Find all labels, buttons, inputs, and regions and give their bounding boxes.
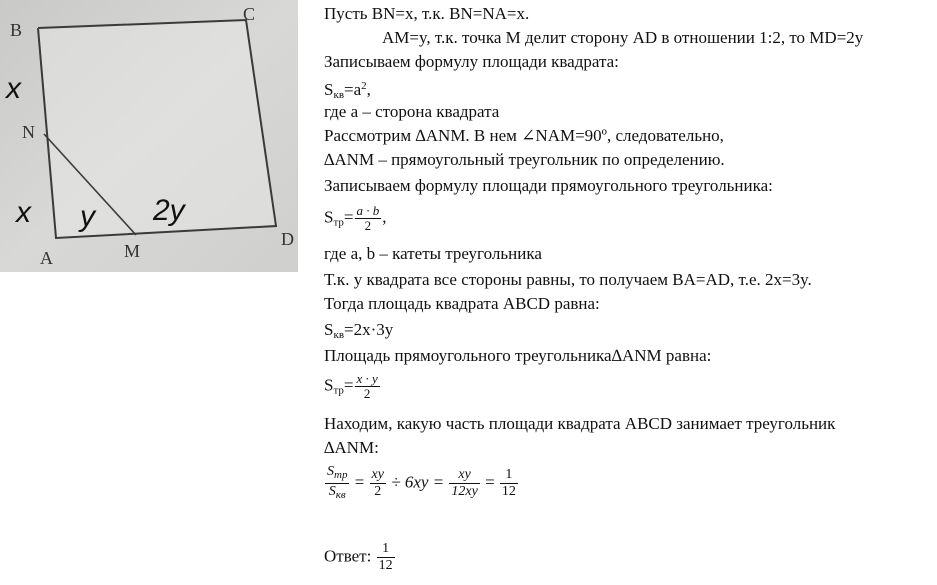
subscript: кв <box>333 89 345 101</box>
equals: = <box>343 207 354 227</box>
fraction-s-ratio <box>325 464 349 503</box>
subscript: кв <box>335 489 346 501</box>
line-17: ∆ANM: <box>324 438 379 457</box>
line-16: Находим, какую часть площади квадрата ABCD занимает треугольник <box>324 414 836 433</box>
subscript: кв <box>333 329 345 341</box>
vertex-a: A <box>40 248 53 268</box>
line-10: где a, b – катеты треугольника <box>324 244 542 263</box>
vertex-c: C <box>243 4 256 24</box>
answer-label: Ответ: <box>324 546 372 566</box>
line-1: Пусть BN=x, т.к. BN=NA=x. <box>324 4 530 23</box>
fraction-ab-2 <box>355 204 382 233</box>
formula-text: =a <box>344 80 362 99</box>
subscript: тр <box>334 469 348 481</box>
vertex-n: N <box>22 122 35 142</box>
equals: = <box>354 472 365 492</box>
line-5: где a – сторона квадрата <box>324 102 500 121</box>
numerator: xy <box>458 467 471 482</box>
line-4 <box>324 76 371 105</box>
numerator: 1 <box>382 541 390 556</box>
formula-text: =2x·3y <box>344 320 394 339</box>
numerator: 1 <box>505 467 513 482</box>
line-9 <box>324 204 387 233</box>
line-8: Записываем формулу площади прямоугольного треугольника: <box>324 176 773 195</box>
line-2: AM=y, т.к. точка M делит сторону AD в отношении 1:2, то MD=2y <box>382 28 864 47</box>
line-12: Тогда площадь квадрата ABCD равна: <box>324 294 600 313</box>
label-y-am: y <box>80 200 95 233</box>
label-x-na: x <box>16 196 31 229</box>
label-2y-md: 2y <box>153 194 185 227</box>
line-11: Т.к. у квадрата все стороны равны, то получаем BA=AD, т.е. 2x=3y. <box>324 270 812 289</box>
denominator: 12 <box>501 484 516 499</box>
fraction-xy-2 <box>355 372 380 401</box>
line-15 <box>324 372 381 401</box>
subscript: тр <box>333 216 344 229</box>
vertex-d: D <box>281 229 294 249</box>
equals: = <box>485 472 495 492</box>
geometry-figure <box>0 0 298 272</box>
line-6: Рассмотрим ∆ANM. В нем ∠NAM=90º, следовательно, <box>324 126 724 145</box>
s-symbol: S <box>324 320 334 339</box>
numerator: x · y <box>356 371 378 386</box>
ratio-formula <box>324 464 519 503</box>
fraction-1-12 <box>500 467 518 500</box>
s-symbol: S <box>328 484 336 499</box>
denominator: 12xy <box>451 484 478 499</box>
line-3: Записываем формулу площади квадрата: <box>324 52 619 71</box>
numerator: xy <box>371 467 384 482</box>
s-symbol: S <box>324 207 334 227</box>
denominator: 2 <box>355 386 380 401</box>
label-x-bn: x <box>6 72 21 105</box>
line-7: ∆ANM – прямоугольный треугольник по определению. <box>324 150 725 169</box>
line-13 <box>324 320 393 345</box>
fraction-xy-12xy <box>449 467 479 500</box>
superscript: 2 <box>361 80 367 92</box>
punct: , <box>366 80 371 99</box>
square-diagram <box>0 0 298 272</box>
vertex-b: B <box>10 20 23 40</box>
subscript: тр <box>333 384 344 397</box>
s-symbol: S <box>324 80 334 99</box>
vertex-m: M <box>124 241 141 261</box>
line-14: Площадь прямоугольного треугольника∆ANM равна: <box>324 346 712 365</box>
division-term: ÷ 6xy = <box>391 472 445 492</box>
denominator: 2 <box>370 483 386 500</box>
s-symbol: S <box>324 375 334 395</box>
fraction-xy-2 <box>370 467 386 500</box>
answer-line <box>324 541 396 574</box>
answer-fraction <box>377 541 395 574</box>
s-symbol: S <box>327 464 334 479</box>
denominator: 2 <box>355 218 382 233</box>
equals: = <box>343 375 354 395</box>
denominator: 12 <box>378 558 393 573</box>
punct: , <box>382 207 387 227</box>
numerator: a · b <box>356 203 380 218</box>
